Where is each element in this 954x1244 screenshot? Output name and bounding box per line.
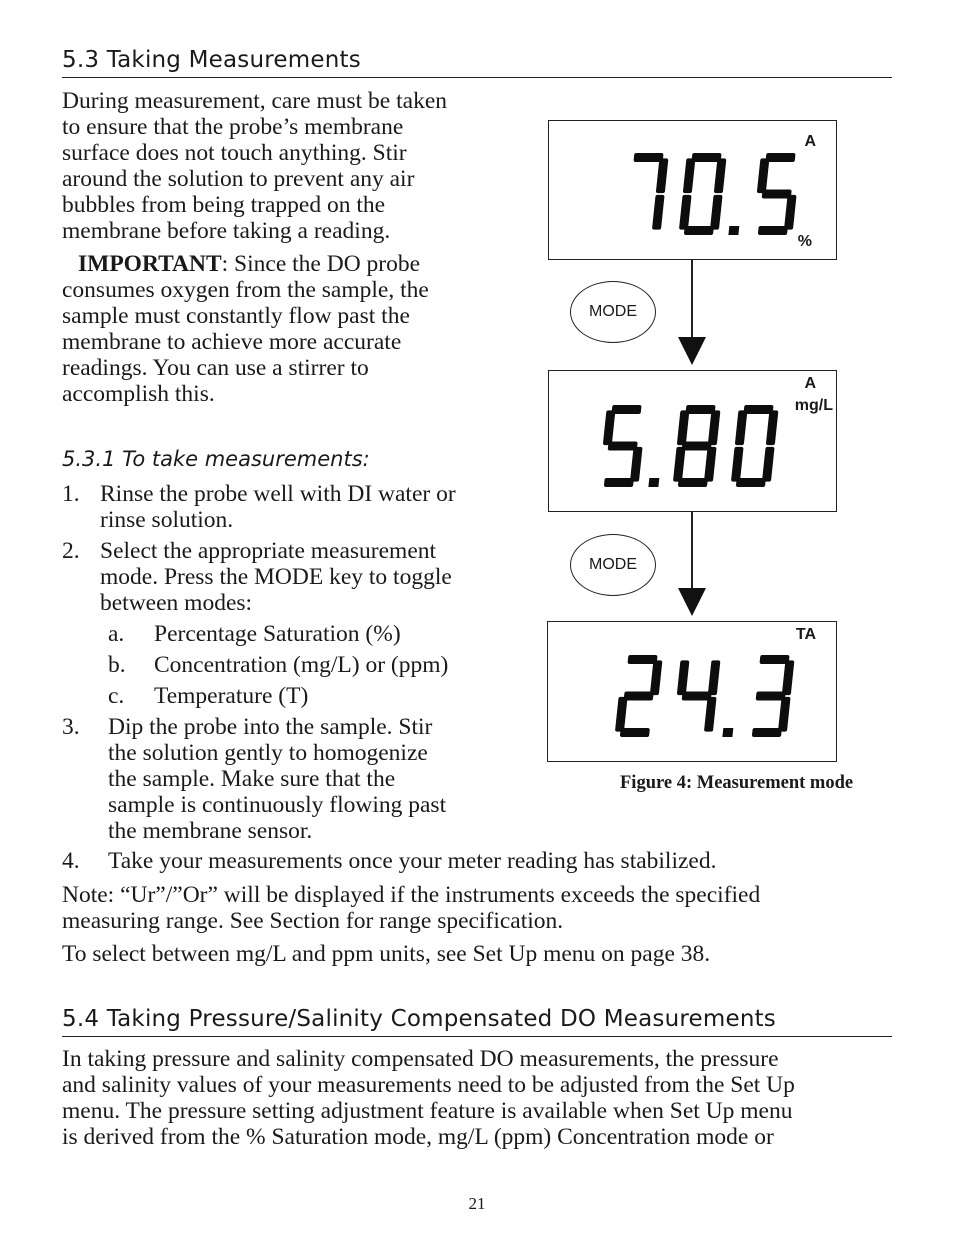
lcd-segment xyxy=(731,447,744,482)
lcd-indicator-top: TA xyxy=(795,626,816,643)
note-paragraph xyxy=(62,882,760,934)
lcd-segment xyxy=(765,153,795,162)
mode-c-letter: c. xyxy=(108,683,125,709)
text-line: bubbles from being trapped on the xyxy=(62,192,386,218)
lcd-segment xyxy=(678,478,708,487)
lcd-segment xyxy=(704,447,717,482)
text-line: the solution gently to homogenize xyxy=(108,740,428,766)
lcd-segment xyxy=(611,405,641,414)
lcd-indicator-top: A xyxy=(804,375,816,392)
lcd-segment xyxy=(679,195,692,230)
lcd-segment xyxy=(757,158,770,193)
step-1-text xyxy=(100,481,456,533)
text-line: sample is continuously flowing past xyxy=(108,792,447,818)
lcd-segment xyxy=(682,692,712,701)
mode-a-text: Percentage Saturation (%) xyxy=(154,621,401,647)
figure-caption: Figure 4: Measurement mode xyxy=(620,773,854,793)
lcd-display-concentration xyxy=(548,370,837,512)
step-2-number: 2. xyxy=(62,538,80,564)
lcd-segment xyxy=(704,697,717,732)
section-5-4-paragraph xyxy=(62,1046,795,1150)
lcd-display-temperature xyxy=(547,621,837,762)
text-line: surface does not touch anything. Stir xyxy=(62,140,407,166)
lcd-segment xyxy=(762,190,792,199)
text-line: the membrane sensor. xyxy=(108,818,313,844)
step-3-text xyxy=(108,714,446,844)
mode-a-letter: a. xyxy=(108,621,125,647)
lcd-reading-segments xyxy=(626,153,801,235)
step-1-number: 1. xyxy=(62,481,80,507)
text-line: around the solution to prevent any air xyxy=(62,166,415,192)
text-line: In taking pressure and salinity compensated DO measurements, the pressure xyxy=(62,1046,779,1072)
lcd-segment xyxy=(735,410,748,445)
text-line: mode. Press the MODE key to toggle xyxy=(100,564,452,590)
lcd-digits xyxy=(549,371,838,513)
text-line: accomplish this. xyxy=(62,381,215,407)
mode-button[interactable]: MODE xyxy=(570,281,656,343)
lcd-display-saturation xyxy=(548,120,837,260)
text-line: : Since the DO probe xyxy=(221,251,421,277)
text-line: membrane before taking a reading. xyxy=(62,218,391,244)
text-line: membrane to achieve more accurate xyxy=(62,329,402,355)
lcd-indicator-top: A xyxy=(804,133,816,150)
lcd-segment xyxy=(714,158,727,193)
lcd-segment xyxy=(782,660,795,695)
lcd-segment xyxy=(762,447,775,482)
arrow-down-icon xyxy=(678,337,706,365)
lcd-segment xyxy=(677,410,690,445)
lcd-reading-segments xyxy=(614,655,795,737)
section-5-4-heading: 5.4 Taking Pressure/Salinity Compensated DO Measurements xyxy=(62,1006,776,1032)
page-number: 21 xyxy=(468,1194,486,1213)
lcd-segment xyxy=(650,660,663,695)
step-2-text xyxy=(100,538,452,616)
mode-b-text: Concentration (mg/L) or (ppm) xyxy=(154,652,449,678)
text-line: During measurement, care must be taken xyxy=(62,88,447,114)
lcd-segment xyxy=(743,405,773,414)
text-line: Select the appropriate measurement xyxy=(100,538,437,564)
lcd-segment xyxy=(784,195,797,230)
lcd-indicator-unit: mg/L xyxy=(794,397,833,414)
lcd-indicator-unit: % xyxy=(797,233,812,250)
lcd-segment xyxy=(691,153,721,162)
lcd-segment xyxy=(756,692,786,701)
lcd-reading-segments xyxy=(598,405,779,487)
lcd-segment xyxy=(608,442,638,451)
important-first-line xyxy=(62,251,429,277)
lcd-segment xyxy=(708,660,721,695)
lcd-segment xyxy=(603,410,616,445)
lcd-digits xyxy=(549,121,838,261)
lcd-segment xyxy=(736,478,766,487)
lcd-segment xyxy=(710,195,723,230)
lcd-segment xyxy=(766,410,779,445)
lcd-segment xyxy=(684,226,714,235)
lcd-segment xyxy=(633,153,663,162)
lcd-segment xyxy=(708,410,721,445)
lcd-segment xyxy=(677,660,690,695)
arrow-down-icon xyxy=(678,588,706,616)
lcd-segment xyxy=(759,655,789,664)
lcd-decimal-point xyxy=(722,728,733,737)
lcd-segment xyxy=(627,655,657,664)
section-5-3-heading: 5.3 Taking Measurements xyxy=(62,47,361,73)
text-line: sample must constantly flow past the xyxy=(62,303,410,329)
lcd-segment xyxy=(615,697,628,732)
lcd-segment xyxy=(652,195,665,230)
text-line: Dip the probe into the sample. Stir xyxy=(108,714,433,740)
step-4-number: 4. xyxy=(62,848,80,874)
text-line: the sample. Make sure that the xyxy=(108,766,396,792)
text-line: is derived from the % Saturation mode, mg/L (ppm) Concentration mode or xyxy=(62,1124,774,1150)
lcd-segment xyxy=(630,447,643,482)
section-5-3-1-heading: 5.3.1 To take measurements: xyxy=(62,447,370,471)
lcd-decimal-point xyxy=(648,478,659,487)
setup-paragraph: To select between mg/L and ppm units, see Set Up menu on page 38. xyxy=(62,941,711,967)
mode-button[interactable]: MODE xyxy=(570,534,656,596)
lcd-segment xyxy=(778,697,791,732)
text-line: rinse solution. xyxy=(100,507,234,533)
arrow-shaft xyxy=(691,260,693,340)
step-4-text: Take your measurements once your meter reading has stabilized. xyxy=(108,848,717,874)
important-paragraph xyxy=(62,251,429,407)
lcd-segment xyxy=(683,158,696,193)
text-line: Note: “Ur”/”Or” will be displayed if the instruments exceeds the specified xyxy=(62,882,761,908)
arrow-shaft xyxy=(691,512,693,590)
mode-b-letter: b. xyxy=(108,652,126,678)
text-line: menu. The pressure setting adjustment feature is available when Set Up menu xyxy=(62,1098,793,1124)
lcd-segment xyxy=(758,226,788,235)
lcd-segment xyxy=(604,478,634,487)
text-line: readings. You can use a stirrer to xyxy=(62,355,369,381)
text-line: measuring range. See Section for range specification. xyxy=(62,908,564,934)
lcd-segment xyxy=(752,728,782,737)
lcd-segment xyxy=(620,728,650,737)
mode-c-text: Temperature (T) xyxy=(154,683,309,709)
lcd-digits xyxy=(548,622,838,763)
text-line: between modes: xyxy=(100,590,253,616)
important-label: IMPORTANT xyxy=(78,251,222,277)
lcd-segment xyxy=(673,447,686,482)
intro-paragraph xyxy=(62,88,447,244)
text-line: to ensure that the probe’s membrane xyxy=(62,114,404,140)
heading-rule xyxy=(62,77,892,78)
heading-rule xyxy=(62,1036,892,1037)
lcd-segment xyxy=(682,442,712,451)
lcd-segment xyxy=(624,692,654,701)
lcd-decimal-point xyxy=(728,226,739,235)
measurement-mode-figure xyxy=(540,115,900,805)
lcd-segment xyxy=(656,158,669,193)
lcd-segment xyxy=(685,405,715,414)
text-line: consumes oxygen from the sample, the xyxy=(62,277,429,303)
step-3-number: 3. xyxy=(62,714,80,740)
text-line: Rinse the probe well with DI water or xyxy=(100,481,456,507)
text-line: and salinity values of your measurements need to be adjusted from the Set Up xyxy=(62,1072,795,1098)
